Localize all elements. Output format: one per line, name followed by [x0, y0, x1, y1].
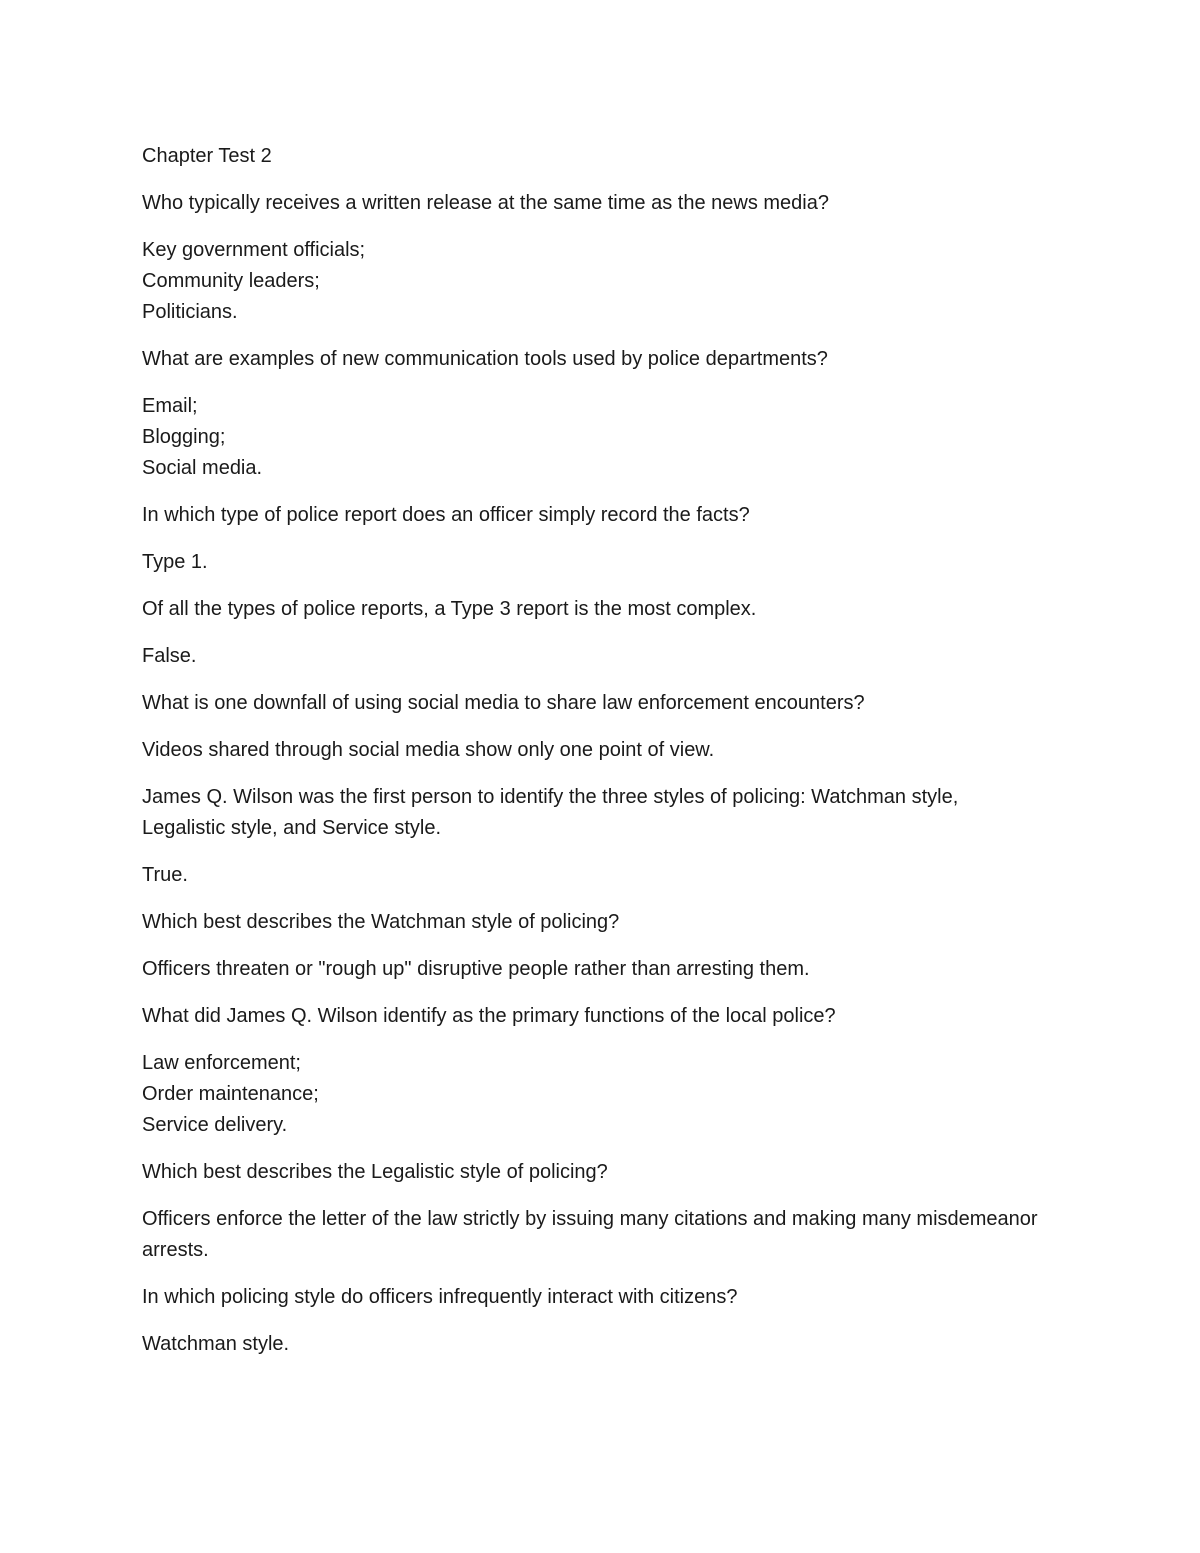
- answer-line: Community leaders;: [142, 270, 320, 292]
- answer-line: Order maintenance;: [142, 1083, 319, 1105]
- question-10: In which policing style do officers infrequently interact with citizens?: [142, 1286, 738, 1308]
- answer-3: [142, 547, 1042, 578]
- answer-line: Key government officials;: [142, 239, 366, 261]
- answer-line: Social media.: [142, 457, 263, 479]
- question-4: Of all the types of police reports, a Type 3 report is the most complex.: [142, 598, 757, 620]
- answer-line: Type 1.: [142, 551, 208, 573]
- answer-9: [142, 1204, 1042, 1266]
- question-2: What are examples of new communication tools used by police departments?: [142, 348, 828, 370]
- answer-line: Service delivery.: [142, 1114, 288, 1136]
- document-title: Chapter Test 2: [142, 145, 272, 167]
- answer-line: Politicians.: [142, 301, 238, 323]
- answer-6: [142, 860, 1042, 891]
- answer-line: Watchman style.: [142, 1333, 290, 1355]
- answer-line: True.: [142, 864, 188, 886]
- answer-line: Law enforcement;: [142, 1052, 301, 1074]
- answer-2: [142, 391, 1042, 484]
- answer-line: Officers enforce the letter of the law strictly by issuing many citations and making many misdemeanor arrests.: [142, 1208, 1038, 1261]
- question-7: Which best describes the Watchman style of policing?: [142, 911, 620, 933]
- question-8: What did James Q. Wilson identify as the primary functions of the local police?: [142, 1005, 836, 1027]
- answer-line: False.: [142, 645, 197, 667]
- answer-line: Videos shared through social media show only one point of view.: [142, 739, 715, 761]
- answer-4: [142, 641, 1042, 672]
- answer-line: Email;: [142, 395, 198, 417]
- answer-line: Blogging;: [142, 426, 226, 448]
- answer-1: [142, 235, 1042, 328]
- answer-5: [142, 735, 1042, 766]
- question-3: In which type of police report does an officer simply record the facts?: [142, 504, 750, 526]
- answer-7: [142, 954, 1042, 985]
- question-9: Which best describes the Legalistic style of policing?: [142, 1161, 608, 1183]
- answer-10: [142, 1329, 1042, 1360]
- document-body: [142, 141, 1042, 1376]
- question-6: James Q. Wilson was the first person to identify the three styles of policing: Watchman style, Legalistic style, and Service style.: [142, 786, 959, 839]
- answer-8: [142, 1048, 1042, 1141]
- question-5: What is one downfall of using social media to share law enforcement encounters?: [142, 692, 865, 714]
- question-1: Who typically receives a written release at the same time as the news media?: [142, 192, 829, 214]
- answer-line: Officers threaten or "rough up" disruptive people rather than arresting them.: [142, 958, 810, 980]
